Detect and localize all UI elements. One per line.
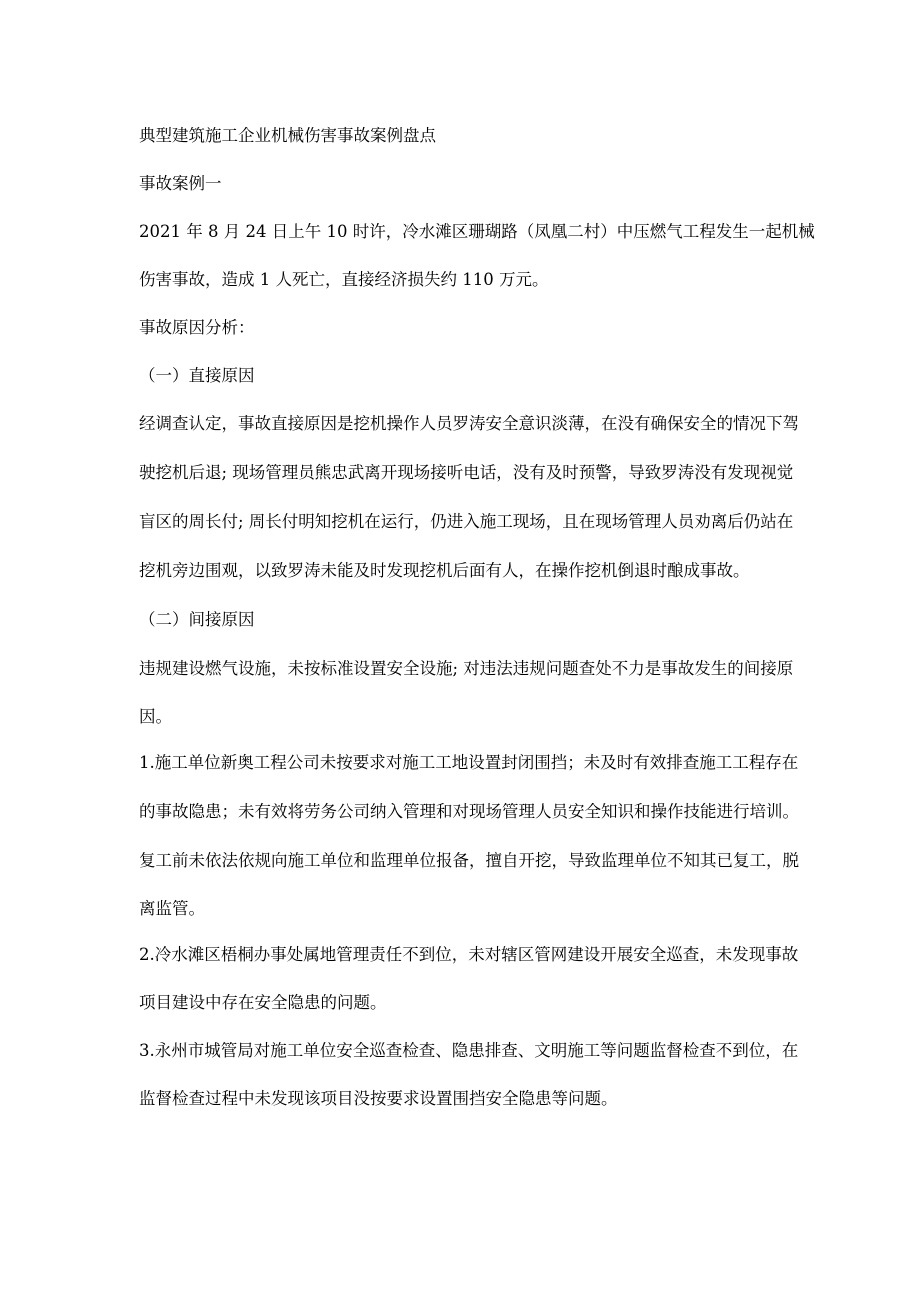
direct-cause-line: 挖机旁边围观，以致罗涛未能及时发现挖机后面有人，在操作挖机倒退时酿成事故。: [139, 561, 750, 580]
summary-line: 2021 年 8 月 24 日上午 10 时许，冷水滩区珊瑚路（凤凰二村）中压燃气工程发生一起机械: [139, 222, 815, 241]
summary-line: 伤害事故，造成 1 人死亡，直接经济损失约 110 万元。: [139, 270, 549, 289]
item-1-line: 1.施工单位新奥工程公司未按要求对施工工地设置封闭围挡；未及时有效排查施工工程存在: [139, 753, 799, 772]
item-3-line: 监督检查过程中未发现该项目没按要求设置围挡安全隐患等问题。: [139, 1089, 618, 1108]
item-2-line: 项目建设中存在安全隐患的问题。: [139, 993, 387, 1012]
item-3-line: 3.永州市城管局对施工单位安全巡查检查、隐患排查、文明施工等问题监督检查不到位，在: [139, 1041, 799, 1060]
indirect-cause-heading: （二）间接原因: [139, 610, 255, 629]
item-1-line: 的事故隐患；未有效将劳务公司纳入管理和对现场管理人员安全知识和操作技能进行培训。: [139, 802, 799, 821]
indirect-cause-line: 因。: [139, 707, 172, 726]
direct-cause-line: 经调查认定，事故直接原因是挖机操作人员罗涛安全意识淡薄，在没有确保安全的情况下驾: [139, 414, 799, 433]
direct-cause-heading: （一）直接原因: [139, 366, 255, 385]
case-heading: 事故案例一: [139, 174, 222, 193]
analysis-heading: 事故原因分析：: [139, 318, 255, 337]
item-1-line: 离监管。: [139, 899, 205, 918]
document-title: 典型建筑施工企业机械伤害事故案例盘点: [139, 126, 436, 145]
direct-cause-line: 盲区的周长付; 周长付明知挖机在运行，仍进入施工现场，且在现场管理人员劝离后仍站在: [139, 512, 794, 531]
indirect-cause-line: 违规建设燃气设施，未按标准设置安全设施; 对违法违规问题查处不力是事故发生的间接原: [139, 659, 794, 678]
item-2-line: 2.冷水滩区梧桐办事处属地管理责任不到位，未对辖区管网建设开展安全巡查，未发现事故: [139, 945, 799, 964]
item-1-line: 复工前未依法依规向施工单位和监理单位报备，擅自开挖，导致监理单位不知其已复工，脱: [139, 851, 799, 870]
direct-cause-line: 驶挖机后退; 现场管理员熊忠武离开现场接听电话，没有及时预警，导致罗涛没有发现视觉: [139, 463, 794, 482]
